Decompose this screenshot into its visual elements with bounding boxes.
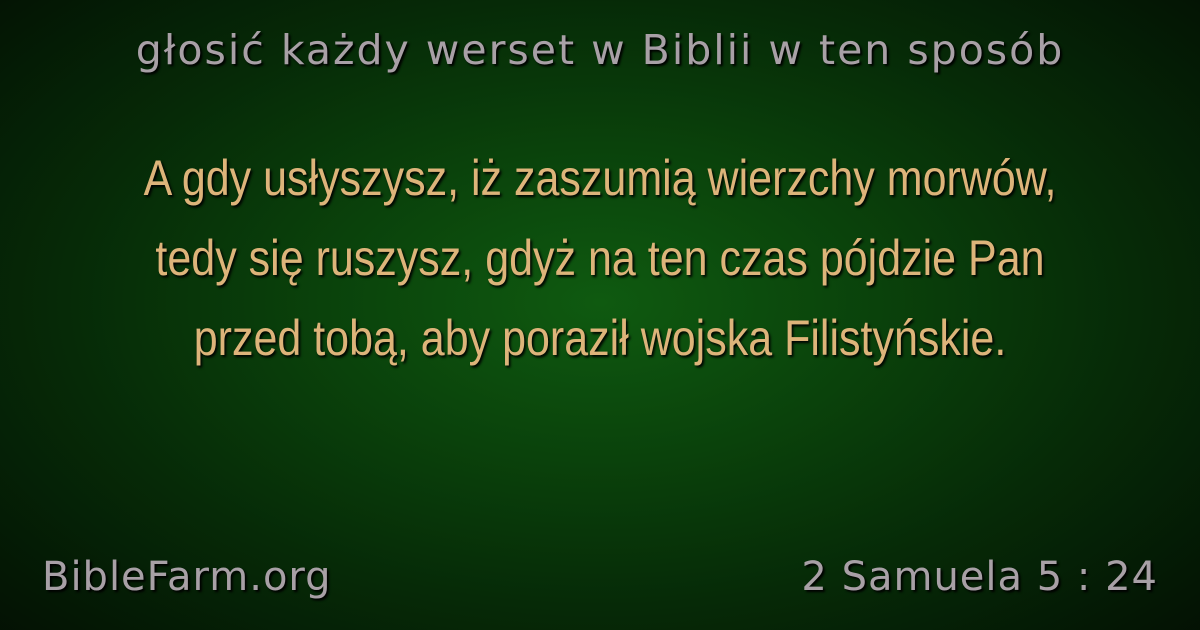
site-name: BibleFarm.org: [42, 554, 332, 600]
tagline: głosić każdy werset w Biblii w ten sposób: [135, 26, 1065, 74]
verse-reference: 2 Samuela 5 : 24: [801, 554, 1158, 600]
verse-text: A gdy usłyszysz, iż zaszumią wierzchy morwów, tedy się ruszysz, gdyż na ten czas pójdzie Pan przed tobą, aby poraził wojska Filistyńskie.: [143, 150, 1057, 366]
